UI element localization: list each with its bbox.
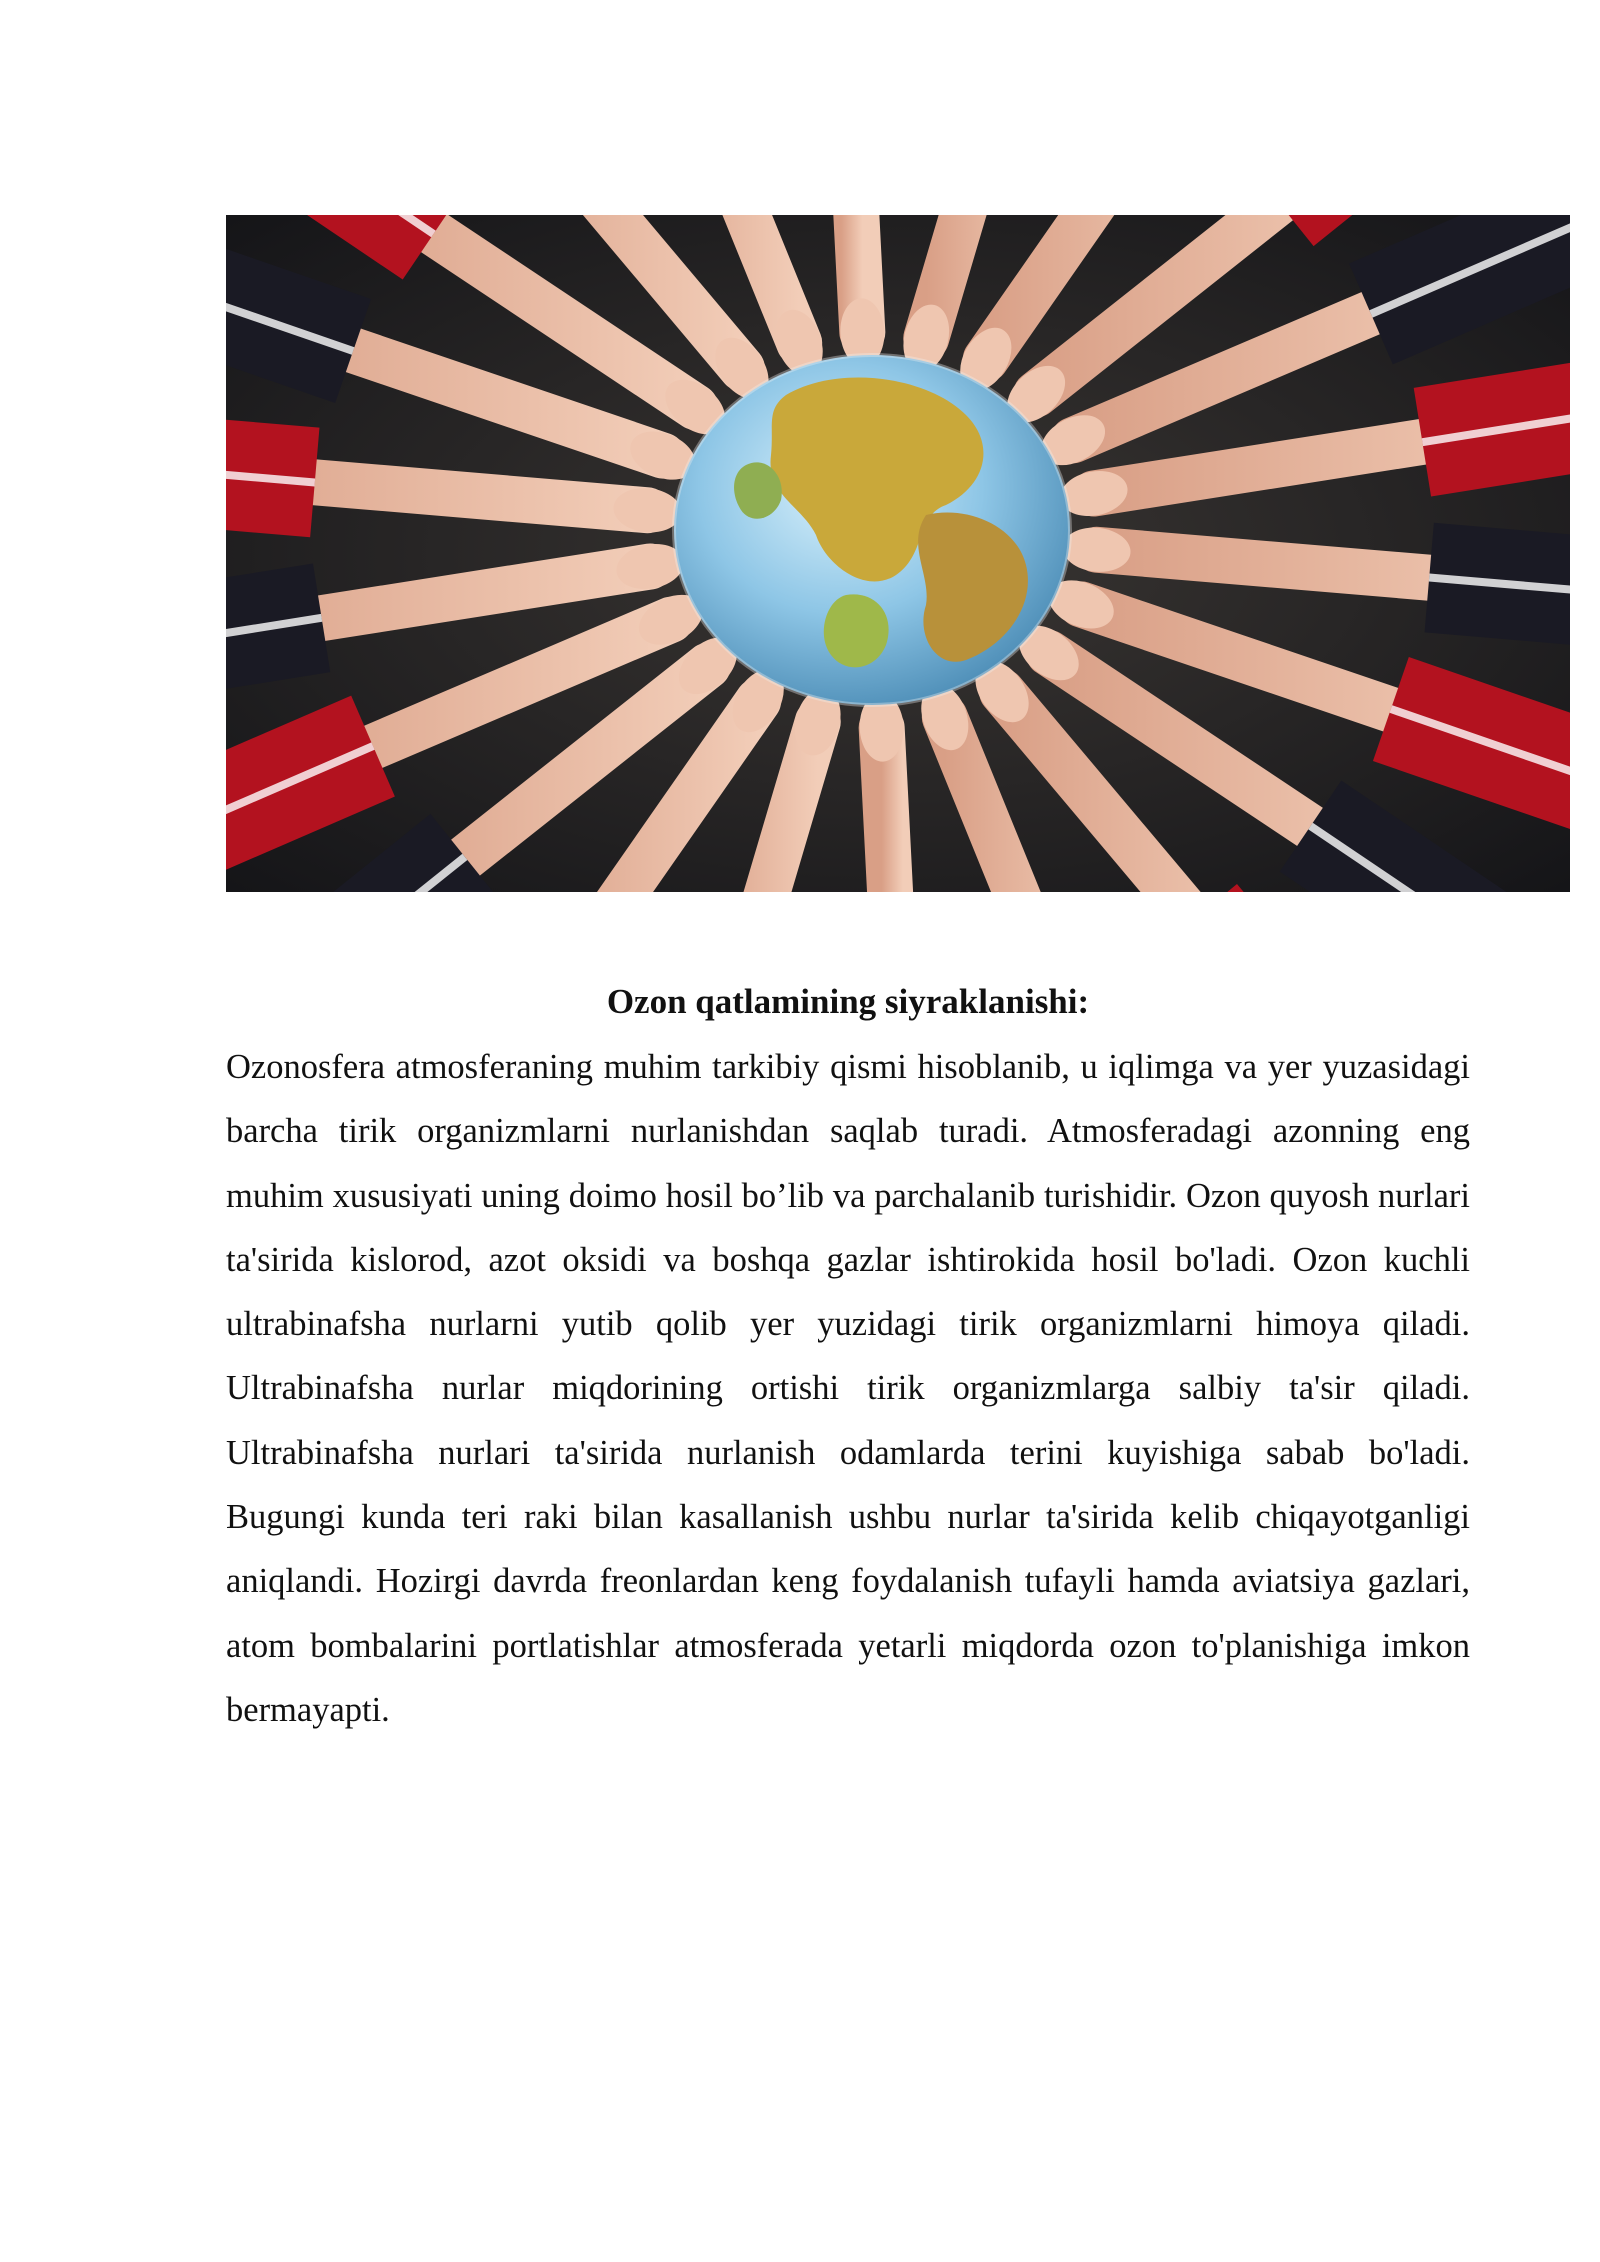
hands-around-globe-icon [226,215,1570,892]
body-paragraph: Ozonosfera atmosferaning muhim tarkibiy qismi hisoblanib, u iqlimga va yer yuzasidagi barcha tirik organizmlarni nurlanishdan saqlab turadi. Atmosferadagi azonning eng muhim xususiyati uning doimo hosil bo’lib va parchalanib turishidir. Ozon quyosh nurlari ta'sirida kislorod, azot oksidi va boshqa gazlar ishtirokida hosil bo'ladi. Ozon kuchli ultrabinafsha nurlarni yutib qolib yer yuzidagi tirik organizmlarni himoya qiladi. Ultrabinafsha nurlar miqdorining ortishi tirik organizmlarga salbiy ta'sir qiladi. Ultrabinafsha nurlari ta'sirida nurlanish odamlarda terini kuyishiga sabab bo'ladi. Bugungi kunda teri raki bilan kasallanish ushbu nurlar ta'sirida kelib chiqayotganligi aniqlandi. Hozirgi davrda freonlardan keng foydalanish tufayli hamda aviatsiya gazlari, atom bombalarini portlatishlar atmosferada yetarli miqdorda ozon to'planishiga imkon bermayapti. [226,1048,1470,1729]
globe-icon [674,355,1070,705]
globe-hands-photo [226,215,1570,892]
page-title: Ozon qatlamining siyraklanishi: [606,982,1090,1021]
